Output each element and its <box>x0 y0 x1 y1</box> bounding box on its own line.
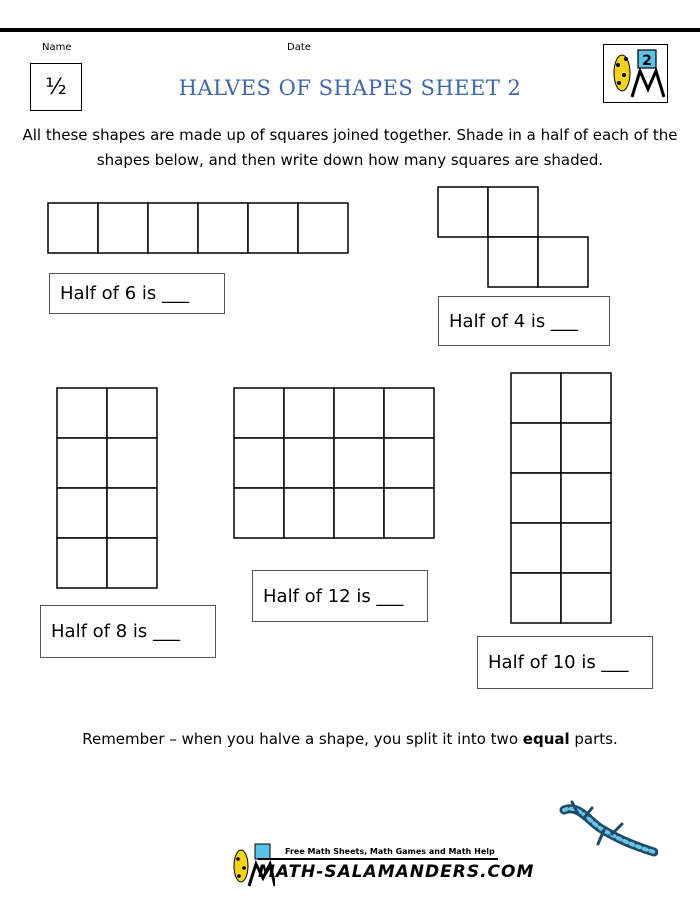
answer-box-10[interactable] <box>477 636 653 689</box>
answer-label: Half of 6 is ___ <box>60 283 189 304</box>
salamander-icon <box>558 800 658 860</box>
square[interactable] <box>384 388 434 438</box>
square[interactable] <box>438 187 488 237</box>
square[interactable] <box>248 203 298 253</box>
square[interactable] <box>511 473 561 523</box>
remember-before: Remember – when you halve a shape, you split it into two <box>82 730 523 748</box>
answer-box-4[interactable] <box>438 296 610 346</box>
shape-six-squares[interactable] <box>46 201 349 255</box>
answer-label: Half of 8 is ___ <box>51 621 180 642</box>
svg-text:2: 2 <box>642 53 652 69</box>
square[interactable] <box>107 538 157 588</box>
square[interactable] <box>48 203 98 253</box>
square[interactable] <box>57 438 107 488</box>
square[interactable] <box>234 388 284 438</box>
square[interactable] <box>234 488 284 538</box>
answer-label: Half of 10 is ___ <box>488 652 629 673</box>
fraction-box <box>30 63 82 111</box>
square[interactable] <box>334 388 384 438</box>
square[interactable] <box>384 488 434 538</box>
fraction-symbol: ½ <box>45 74 67 100</box>
answer-label: Half of 4 is ___ <box>449 310 578 332</box>
salamander-logo <box>603 44 668 103</box>
instructions-text: All these shapes are made up of squares joined together. Shade in a half of each of the shapes below, and then write down how many squares are shaded. <box>22 126 678 169</box>
square[interactable] <box>298 203 348 253</box>
square[interactable] <box>384 438 434 488</box>
square[interactable] <box>334 488 384 538</box>
square[interactable] <box>561 373 611 423</box>
shape-twelve-squares[interactable] <box>232 386 436 540</box>
square[interactable] <box>284 438 334 488</box>
square[interactable] <box>107 388 157 438</box>
shape-eight-squares[interactable] <box>55 386 159 590</box>
square[interactable] <box>511 373 561 423</box>
square[interactable] <box>57 488 107 538</box>
answer-box-6[interactable] <box>49 273 225 314</box>
square[interactable] <box>148 203 198 253</box>
square[interactable] <box>538 237 588 287</box>
answer-label: Half of 12 is ___ <box>263 585 404 607</box>
square[interactable] <box>234 438 284 488</box>
square[interactable] <box>488 187 538 237</box>
square[interactable] <box>488 237 538 287</box>
remember-note <box>20 730 680 748</box>
shape-ten-squares[interactable] <box>509 371 613 625</box>
square[interactable] <box>511 423 561 473</box>
square[interactable] <box>57 388 107 438</box>
square[interactable] <box>98 203 148 253</box>
square[interactable] <box>334 438 384 488</box>
square[interactable] <box>198 203 248 253</box>
footer-brand[interactable]: MATH-SALAMANDERS.COM <box>258 862 535 882</box>
footer-divider <box>258 858 498 860</box>
square[interactable] <box>561 423 611 473</box>
square[interactable] <box>561 473 611 523</box>
answer-box-8[interactable] <box>40 605 216 658</box>
date-label: Date <box>287 42 311 53</box>
footer-tagline: Free Math Sheets, Math Games and Math Help <box>285 847 495 856</box>
square[interactable] <box>107 488 157 538</box>
salamander-logo-icon <box>604 45 666 101</box>
square[interactable] <box>561 523 611 573</box>
page-title: HALVES OF SHAPES SHEET 2 <box>178 76 522 100</box>
square[interactable] <box>284 388 334 438</box>
square[interactable] <box>57 538 107 588</box>
remember-bold: equal <box>522 730 570 748</box>
square[interactable] <box>284 488 334 538</box>
name-label: Name <box>42 42 72 53</box>
answer-box-12[interactable] <box>252 570 428 622</box>
square[interactable] <box>561 573 611 623</box>
square[interactable] <box>511 573 561 623</box>
shape-four-squares[interactable] <box>436 185 590 289</box>
remember-after: parts. <box>569 730 618 748</box>
square[interactable] <box>511 523 561 573</box>
square[interactable] <box>107 438 157 488</box>
top-border <box>0 28 700 32</box>
